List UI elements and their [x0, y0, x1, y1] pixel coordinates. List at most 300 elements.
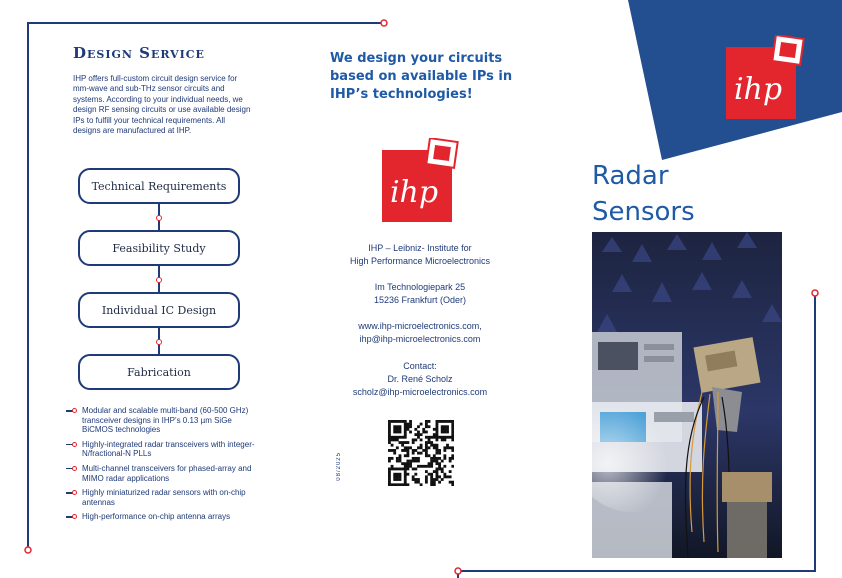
- qr-module: [393, 438, 396, 441]
- qr-module: [451, 457, 454, 460]
- qr-module: [425, 423, 428, 426]
- qr-module: [425, 420, 428, 423]
- qr-module: [399, 436, 402, 439]
- qr-module: [396, 438, 399, 441]
- qr-module: [436, 444, 439, 447]
- qr-module: [391, 438, 394, 441]
- qr-module: [422, 428, 425, 431]
- qr-module: [425, 470, 428, 473]
- qr-module: [388, 468, 391, 471]
- qr-module: [406, 425, 409, 428]
- qr-module: [388, 423, 391, 426]
- qr-module: [425, 431, 428, 434]
- qr-module: [393, 483, 396, 486]
- website-link[interactable]: www.ihp-microelectronics.com,: [358, 321, 482, 331]
- qr-module: [430, 475, 433, 478]
- qr-module: [388, 433, 391, 436]
- qr-module: [451, 483, 454, 486]
- qr-module: [404, 425, 407, 428]
- qr-module: [436, 420, 439, 423]
- qr-module: [412, 449, 415, 452]
- qr-module: [438, 462, 441, 465]
- qr-module: [420, 446, 423, 449]
- qr-module: [388, 478, 391, 481]
- qr-module: [438, 436, 441, 439]
- qr-module: [414, 460, 417, 463]
- qr-module: [393, 425, 396, 428]
- qr-module: [443, 457, 446, 460]
- qr-module: [404, 468, 407, 471]
- qr-module: [393, 452, 396, 455]
- qr-module: [401, 441, 404, 444]
- qr-module: [417, 425, 420, 428]
- contact-email-link[interactable]: scholz@ihp-microelectronics.com: [352, 387, 488, 397]
- qr-module: [446, 425, 449, 428]
- qr-module: [436, 436, 439, 439]
- qr-module: [412, 468, 415, 471]
- flow-dot: [156, 339, 162, 345]
- design-service-title: Design Service: [73, 44, 205, 62]
- date-code: 08/2025: [336, 452, 342, 481]
- qr-module: [396, 431, 399, 434]
- qr-module: [446, 431, 449, 434]
- qr-module: [441, 425, 444, 428]
- qr-module: [443, 425, 446, 428]
- qr-module: [443, 438, 446, 441]
- qr-module: [451, 446, 454, 449]
- qr-module: [433, 444, 436, 447]
- bullet-icon: [66, 514, 78, 519]
- web-contacts: [320, 320, 520, 346]
- qr-module: [404, 470, 407, 473]
- qr-module: [399, 428, 402, 431]
- qr-module: [399, 473, 402, 476]
- qr-module: [417, 478, 420, 481]
- step-label: Feasibility Study: [112, 241, 206, 255]
- qr-module: [409, 420, 412, 423]
- qr-module: [393, 428, 396, 431]
- qr-module: [446, 420, 449, 423]
- step-feasibility-study: [78, 230, 240, 266]
- flow-dot: [156, 215, 162, 221]
- qr-module: [436, 446, 439, 449]
- qr-module: [414, 481, 417, 484]
- qr-module: [449, 470, 452, 473]
- qr-module: [406, 446, 409, 449]
- qr-module: [425, 441, 428, 444]
- qr-module: [430, 481, 433, 484]
- qr-module: [443, 428, 446, 431]
- qr-module: [406, 441, 409, 444]
- qr-module: [430, 444, 433, 447]
- qr-module: [451, 433, 454, 436]
- qr-module: [430, 462, 433, 465]
- qr-module: [436, 438, 439, 441]
- qr-module: [412, 475, 415, 478]
- qr-module: [433, 457, 436, 460]
- qr-module: [404, 475, 407, 478]
- qr-module: [443, 465, 446, 468]
- qr-module: [438, 468, 441, 471]
- qr-module: [428, 473, 431, 476]
- qr-module: [404, 465, 407, 468]
- qr-module: [388, 428, 391, 431]
- qr-module: [420, 438, 423, 441]
- qr-module: [399, 425, 402, 428]
- qr-module: [396, 457, 399, 460]
- qr-module: [399, 431, 402, 434]
- qr-module: [406, 454, 409, 457]
- qr-module: [404, 449, 407, 452]
- qr-module: [399, 478, 402, 481]
- step-label: Technical Requirements: [91, 179, 227, 193]
- qr-module: [451, 423, 454, 426]
- qr-module: [425, 475, 428, 478]
- radar-lab-photo: [592, 232, 782, 558]
- qr-module: [388, 441, 391, 444]
- qr-module: [401, 483, 404, 486]
- qr-module: [393, 468, 396, 471]
- qr-module: [391, 449, 394, 452]
- qr-module: [401, 436, 404, 439]
- qr-module: [451, 438, 454, 441]
- qr-module: [425, 454, 428, 457]
- qr-module: [436, 457, 439, 460]
- qr-module: [396, 468, 399, 471]
- qr-module: [391, 436, 394, 439]
- qr-module: [417, 460, 420, 463]
- qr-module: [425, 452, 428, 455]
- qr-module: [428, 454, 431, 457]
- institute-name: IHP – Leibniz- Institute for High Performance Microelectronics: [349, 243, 491, 266]
- qr-module: [422, 465, 425, 468]
- qr-module: [409, 460, 412, 463]
- qr-module: [451, 465, 454, 468]
- qr-module: [441, 436, 444, 439]
- qr-module: [451, 428, 454, 431]
- qr-module: [451, 481, 454, 484]
- qr-module: [412, 478, 415, 481]
- step-fabrication: [78, 354, 240, 390]
- qr-module: [401, 449, 404, 452]
- qr-module: [441, 438, 444, 441]
- logo-text: ihp: [733, 72, 783, 107]
- qr-module: [406, 473, 409, 476]
- qr-module: [425, 465, 428, 468]
- qr-module: [428, 420, 431, 423]
- qr-module: [428, 465, 431, 468]
- qr-module: [409, 446, 412, 449]
- qr-module: [391, 444, 394, 447]
- qr-module: [406, 462, 409, 465]
- qr-module: [409, 465, 412, 468]
- qr-module: [438, 465, 441, 468]
- qr-module: [433, 481, 436, 484]
- qr-module: [409, 431, 412, 434]
- qr-module: [396, 483, 399, 486]
- bullet-icon: [66, 408, 78, 413]
- qr-module: [438, 475, 441, 478]
- qr-module: [404, 481, 407, 484]
- qr-module: [388, 420, 391, 423]
- qr-module: [443, 473, 446, 476]
- qr-module: [388, 460, 391, 463]
- qr-module: [433, 436, 436, 439]
- qr-module: [404, 483, 407, 486]
- qr-module: [406, 428, 409, 431]
- qr-module: [412, 460, 415, 463]
- cover-title: Radar Sensors: [592, 161, 695, 227]
- qr-module: [430, 460, 433, 463]
- qr-module: [417, 431, 420, 434]
- qr-module: [393, 449, 396, 452]
- qr-module: [436, 423, 439, 426]
- qr-module: [396, 428, 399, 431]
- qr-module: [443, 431, 446, 434]
- qr-module: [396, 420, 399, 423]
- qr-module: [396, 446, 399, 449]
- step-label: Fabrication: [127, 365, 191, 379]
- qr-module: [430, 478, 433, 481]
- qr-module: [449, 460, 452, 463]
- qr-module: [406, 449, 409, 452]
- feature-list: [66, 406, 256, 527]
- qr-module: [436, 449, 439, 452]
- qr-module: [388, 431, 391, 434]
- qr-module: [441, 431, 444, 434]
- qr-module: [404, 454, 407, 457]
- qr-module: [436, 428, 439, 431]
- qr-module: [425, 449, 428, 452]
- qr-module: [399, 420, 402, 423]
- qr-module: [406, 483, 409, 486]
- qr-module: [404, 428, 407, 431]
- qr-module: [428, 462, 431, 465]
- qr-module: [388, 470, 391, 473]
- qr-module: [401, 420, 404, 423]
- qr-module: [388, 483, 391, 486]
- qr-module: [438, 457, 441, 460]
- qr-module: [436, 452, 439, 455]
- qr-module: [396, 478, 399, 481]
- qr-module: [430, 457, 433, 460]
- bullet-icon: [66, 466, 78, 471]
- qr-module: [451, 425, 454, 428]
- qr-module: [436, 433, 439, 436]
- qr-module: [436, 425, 439, 428]
- qr-module: [417, 446, 420, 449]
- qr-module: [399, 454, 402, 457]
- qr-module: [425, 444, 428, 447]
- qr-module: [422, 431, 425, 434]
- qr-module: [438, 420, 441, 423]
- qr-module: [401, 462, 404, 465]
- qr-module: [449, 420, 452, 423]
- qr-code[interactable]: [388, 420, 454, 486]
- qr-module: [420, 452, 423, 455]
- qr-module: [436, 468, 439, 471]
- qr-module: [414, 457, 417, 460]
- qr-module: [430, 473, 433, 476]
- qr-module: [430, 483, 433, 486]
- feature-item: High-performance on-chip antenna arrays: [66, 512, 256, 522]
- qr-module: [443, 436, 446, 439]
- qr-module: [414, 438, 417, 441]
- qr-module: [451, 449, 454, 452]
- qr-module: [441, 470, 444, 473]
- qr-module: [433, 470, 436, 473]
- qr-module: [443, 475, 446, 478]
- bullet-icon: [66, 490, 78, 495]
- qr-module: [388, 457, 391, 460]
- qr-module: [449, 481, 452, 484]
- qr-module: [441, 460, 444, 463]
- qr-module: [404, 423, 407, 426]
- qr-module: [417, 436, 420, 439]
- qr-module: [396, 460, 399, 463]
- qr-module: [443, 454, 446, 457]
- qr-module: [436, 473, 439, 476]
- qr-module: [388, 481, 391, 484]
- qr-module: [420, 465, 423, 468]
- qr-module: [406, 460, 409, 463]
- qr-module: [420, 483, 423, 486]
- qr-module: [404, 473, 407, 476]
- qr-module: [404, 441, 407, 444]
- qr-module: [451, 454, 454, 457]
- qr-module: [396, 425, 399, 428]
- step-technical-requirements: [78, 168, 240, 204]
- qr-module: [425, 481, 428, 484]
- qr-module: [425, 436, 428, 439]
- qr-module: [409, 462, 412, 465]
- qr-module: [388, 473, 391, 476]
- qr-module: [449, 457, 452, 460]
- qr-module: [393, 475, 396, 478]
- qr-module: [404, 420, 407, 423]
- qr-module: [388, 449, 391, 452]
- qr-module: [420, 433, 423, 436]
- contact-block: Contact: Dr. René Scholz scholz@ihp-microelectronics.com: [320, 360, 520, 399]
- qr-module: [433, 428, 436, 431]
- qr-module: [409, 425, 412, 428]
- qr-module: [433, 460, 436, 463]
- qr-module: [412, 452, 415, 455]
- qr-module: [441, 468, 444, 471]
- qr-module: [441, 428, 444, 431]
- qr-module: [414, 478, 417, 481]
- qr-module: [446, 446, 449, 449]
- qr-module: [396, 436, 399, 439]
- feature-item: Highly miniaturized radar sensors with on-chip antennas: [66, 488, 256, 507]
- qr-module: [430, 465, 433, 468]
- qr-module: [399, 460, 402, 463]
- qr-module: [388, 438, 391, 441]
- qr-module: [417, 457, 420, 460]
- qr-module: [391, 420, 394, 423]
- qr-module: [401, 444, 404, 447]
- qr-module: [446, 428, 449, 431]
- qr-module: [391, 483, 394, 486]
- qr-module: [428, 436, 431, 439]
- qr-module: [451, 420, 454, 423]
- qr-module: [414, 428, 417, 431]
- qr-module: [441, 478, 444, 481]
- qr-module: [449, 446, 452, 449]
- headline: We design your circuits based on available IPs in IHP’s technologies!: [330, 51, 513, 102]
- qr-module: [399, 468, 402, 471]
- qr-module: [414, 473, 417, 476]
- qr-module: [428, 441, 431, 444]
- qr-module: [433, 483, 436, 486]
- qr-module: [443, 420, 446, 423]
- qr-module: [414, 468, 417, 471]
- qr-module: [417, 433, 420, 436]
- qr-module: [428, 446, 431, 449]
- bullet-icon: [66, 442, 78, 447]
- qr-module: [446, 475, 449, 478]
- qr-module: [443, 446, 446, 449]
- qr-module: [399, 483, 402, 486]
- qr-module: [396, 475, 399, 478]
- qr-module: [446, 444, 449, 447]
- qr-module: [420, 423, 423, 426]
- qr-module: [393, 436, 396, 439]
- qr-module: [438, 452, 441, 455]
- qr-module: [436, 462, 439, 465]
- qr-module: [414, 449, 417, 452]
- qr-module: [412, 438, 415, 441]
- qr-module: [399, 475, 402, 478]
- qr-module: [388, 436, 391, 439]
- qr-module: [436, 478, 439, 481]
- qr-module: [388, 425, 391, 428]
- qr-module: [406, 452, 409, 455]
- qr-module: [393, 420, 396, 423]
- email-link[interactable]: ihp@ihp-microelectronics.com: [359, 334, 481, 344]
- qr-module: [391, 457, 394, 460]
- qr-module: [449, 475, 452, 478]
- qr-module: [428, 425, 431, 428]
- qr-module: [406, 468, 409, 471]
- qr-module: [412, 441, 415, 444]
- qr-module: [422, 449, 425, 452]
- ihp-logo-cover: [724, 35, 808, 121]
- qr-module: [438, 481, 441, 484]
- qr-module: [425, 446, 428, 449]
- qr-module: [430, 436, 433, 439]
- qr-module: [417, 481, 420, 484]
- qr-module: [433, 433, 436, 436]
- qr-module: [417, 465, 420, 468]
- qr-module: [436, 460, 439, 463]
- qr-module: [436, 475, 439, 478]
- qr-module: [404, 478, 407, 481]
- qr-module: [412, 457, 415, 460]
- flow-dot: [156, 277, 162, 283]
- qr-module: [399, 457, 402, 460]
- qr-module: [406, 423, 409, 426]
- qr-module: [417, 452, 420, 455]
- qr-module: [428, 438, 431, 441]
- qr-module: [441, 420, 444, 423]
- feature-item: Multi-channel transceivers for phased-array and MIMO radar applications: [66, 464, 256, 483]
- feature-item: Modular and scalable multi-band (60-500 GHz) transceiver designs in IHP’s 0.13 µm SiGe BiCMOS technologies: [66, 406, 256, 435]
- qr-module: [406, 465, 409, 468]
- qr-module: [420, 444, 423, 447]
- qr-module: [391, 465, 394, 468]
- qr-module: [393, 431, 396, 434]
